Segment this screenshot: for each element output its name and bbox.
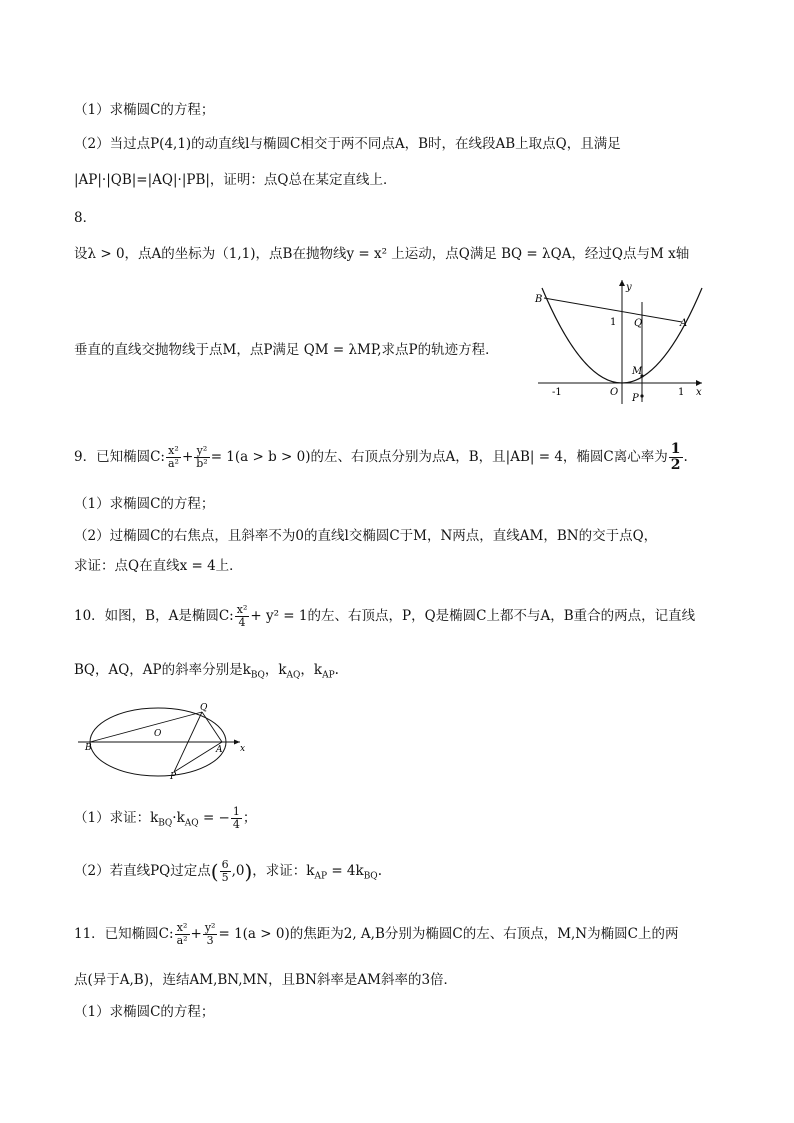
q8-text-1: 设λ > 0，点A的坐标为（1,1)，点B在抛物线y = x² 上运动，点Q满足 BQ = λQA，经过Q点与M x轴 xyxy=(74,246,690,262)
q9-lead: 9．已知椭圆C: xyxy=(74,449,165,465)
label-neg-one: -1 xyxy=(552,387,562,398)
label-y: y xyxy=(626,282,632,293)
frac-num: x² xyxy=(236,603,248,616)
frac-num: 6 xyxy=(221,858,229,871)
label-A: A xyxy=(680,318,688,329)
segment-BQ xyxy=(90,712,202,742)
label-A: A xyxy=(216,745,223,755)
q11-text-2: 点(异于A,B)，连结AM,BN,MN，且BN斜率是AM斜率的3倍． xyxy=(74,972,458,988)
q10-lead: 10．如图，B，A是椭圆C: xyxy=(74,608,234,624)
parabola-figure xyxy=(534,276,710,408)
q10-text-2-lead: BQ，AQ，AP的斜率分别是k xyxy=(74,662,251,678)
q10-text-2: BQ，AQ，AP的斜率分别是$k_{BQ}$，$k_{AQ}$，$k_{AP}$. xyxy=(74,662,339,681)
frac-den: a² xyxy=(176,934,188,947)
q7-part2-cont: |AP|·|QB|=|AQ|·|PB|，证明：点Q总在某定直线上． xyxy=(74,172,397,188)
point-P xyxy=(640,394,643,397)
q9-tail: 的左、右顶点分别为点A，B，且|AB| = 4，椭圆C离心率为 xyxy=(310,449,668,465)
q9-part2: （2）过椭圆C的右焦点，且斜率不为0的直线l交椭圆C于M，N两点，直线AM，BN的交于点Q， xyxy=(74,528,658,544)
sub-BQ: BQ xyxy=(363,871,378,882)
q9-text: 9．已知椭圆C: $\frac{\text{x²}}{\text{a²}}$ + $\frac{\text{y²}}{\text{b²}}$ = 1(a > b > 0)的左、右顶点分别为点A，B，且|AB| = 4，椭圆C离心率为 $\frac{1}{2}$ . xyxy=(74,441,688,473)
label-M: M xyxy=(632,366,643,377)
q11-condition: = 1(a > 0) xyxy=(218,926,290,942)
frac-den: 3 xyxy=(206,934,214,947)
q10-tail: 的左、右顶点，P，Q是椭圆C上都不与A，B重合的两点，记直线 xyxy=(307,608,696,624)
frac-y2-3 xyxy=(203,922,218,947)
q10-eq: + y² = 1 xyxy=(250,608,308,624)
frac-den: 2 xyxy=(670,457,681,473)
q9-part1: （1）求椭圆C的方程； xyxy=(74,496,215,512)
label-Q: Q xyxy=(634,318,643,329)
frac-den: a² xyxy=(167,457,179,470)
frac-x2-4 xyxy=(235,604,250,629)
label-B: B xyxy=(85,743,92,753)
q10-part1-val: = − xyxy=(202,810,230,826)
sub-BQ: BQ xyxy=(250,670,265,681)
label-B: B xyxy=(535,294,543,305)
zero: 0 xyxy=(235,863,245,879)
q8-number: 8． xyxy=(74,210,97,226)
sub-AP: AP xyxy=(322,670,335,681)
frac-den: b² xyxy=(196,457,208,470)
frac-num: y² xyxy=(194,445,209,458)
label-x: x xyxy=(240,744,246,754)
frac-den: 4 xyxy=(238,616,246,629)
q8-text-2: 垂直的直线交抛物线于点M，点P满足 QM = λMP,求点P的轨迹方程． xyxy=(74,342,499,358)
q9-condition: = 1(a > b > 0) xyxy=(210,449,311,465)
q10-part2-tail: ，求证：k xyxy=(252,863,315,879)
q7-part2: （2）当过点P(4,1)的动直线l与椭圆C相交于两不同点A，B时，在线段AB上取点Q，且满足 xyxy=(74,136,621,152)
label-O: O xyxy=(154,729,162,739)
frac-num: y² xyxy=(204,921,216,934)
sub-AP: AP xyxy=(314,871,328,882)
frac-x2-a2 xyxy=(166,445,181,470)
label-one-y: 1 xyxy=(610,317,617,328)
label-O: O xyxy=(610,387,619,398)
frac-x2-a2 xyxy=(175,922,190,947)
q9-part2-cont: 求证：点Q在直线x = 4上． xyxy=(74,558,243,574)
q10-part1-lead: （1）求证：k xyxy=(74,810,159,826)
label-one-x: 1 xyxy=(678,387,685,398)
q10-part2-val: = 4k xyxy=(331,863,364,879)
q11-tail: 的焦距为2, A,B分别为椭圆C的左、右顶点，M,N为椭圆C上的两 xyxy=(289,926,679,942)
frac-eccentricity xyxy=(669,442,683,473)
sub-BQ: BQ xyxy=(158,818,173,829)
label-P: P xyxy=(170,772,177,780)
frac-1-4 xyxy=(231,806,242,831)
q7-part1: （1）求椭圆C的方程； xyxy=(74,102,215,118)
q10-text xyxy=(74,602,695,630)
q10-part2-lead: （2）若直线PQ过定点 xyxy=(74,863,211,879)
q10-part1: （1）求证：$k_{BQ}\cdot k_{AQ}$ = − $\frac{1}{4}$ ； xyxy=(74,805,257,831)
frac-den: 5 xyxy=(221,871,229,884)
q10-part2: （2）若直线PQ过定点( $\frac{6}{5}$ ,0)，求证：$k_{AP} = 4k_{BQ}$. xyxy=(74,858,382,884)
frac-y2-b2 xyxy=(194,445,209,470)
label-P: P xyxy=(632,393,639,404)
label-Q: Q xyxy=(200,703,208,713)
sub-AQ: AQ xyxy=(184,818,199,829)
frac-num: x² xyxy=(166,445,181,458)
q11-part1: （1）求椭圆C的方程； xyxy=(74,1004,215,1020)
frac-num: 1 xyxy=(232,805,240,818)
frac-num: 1 xyxy=(670,441,681,457)
q11-text: 11．已知椭圆C: $\frac{\text{x²}}{\text{a²}}$ + $\frac{\text{y²}}{3}$ = 1(a > 0)的焦距为2, A,B分别为椭圆C的左、右顶点，M,N为椭圆C上的两 xyxy=(74,921,679,947)
label-x: x xyxy=(696,387,702,398)
frac-den: 4 xyxy=(232,818,240,831)
frac-6-5 xyxy=(220,859,231,884)
q11-lead: 11．已知椭圆C: xyxy=(74,926,174,942)
ellipse-figure xyxy=(76,700,248,780)
frac-num: x² xyxy=(175,922,190,935)
sub-AQ: AQ xyxy=(286,670,301,681)
